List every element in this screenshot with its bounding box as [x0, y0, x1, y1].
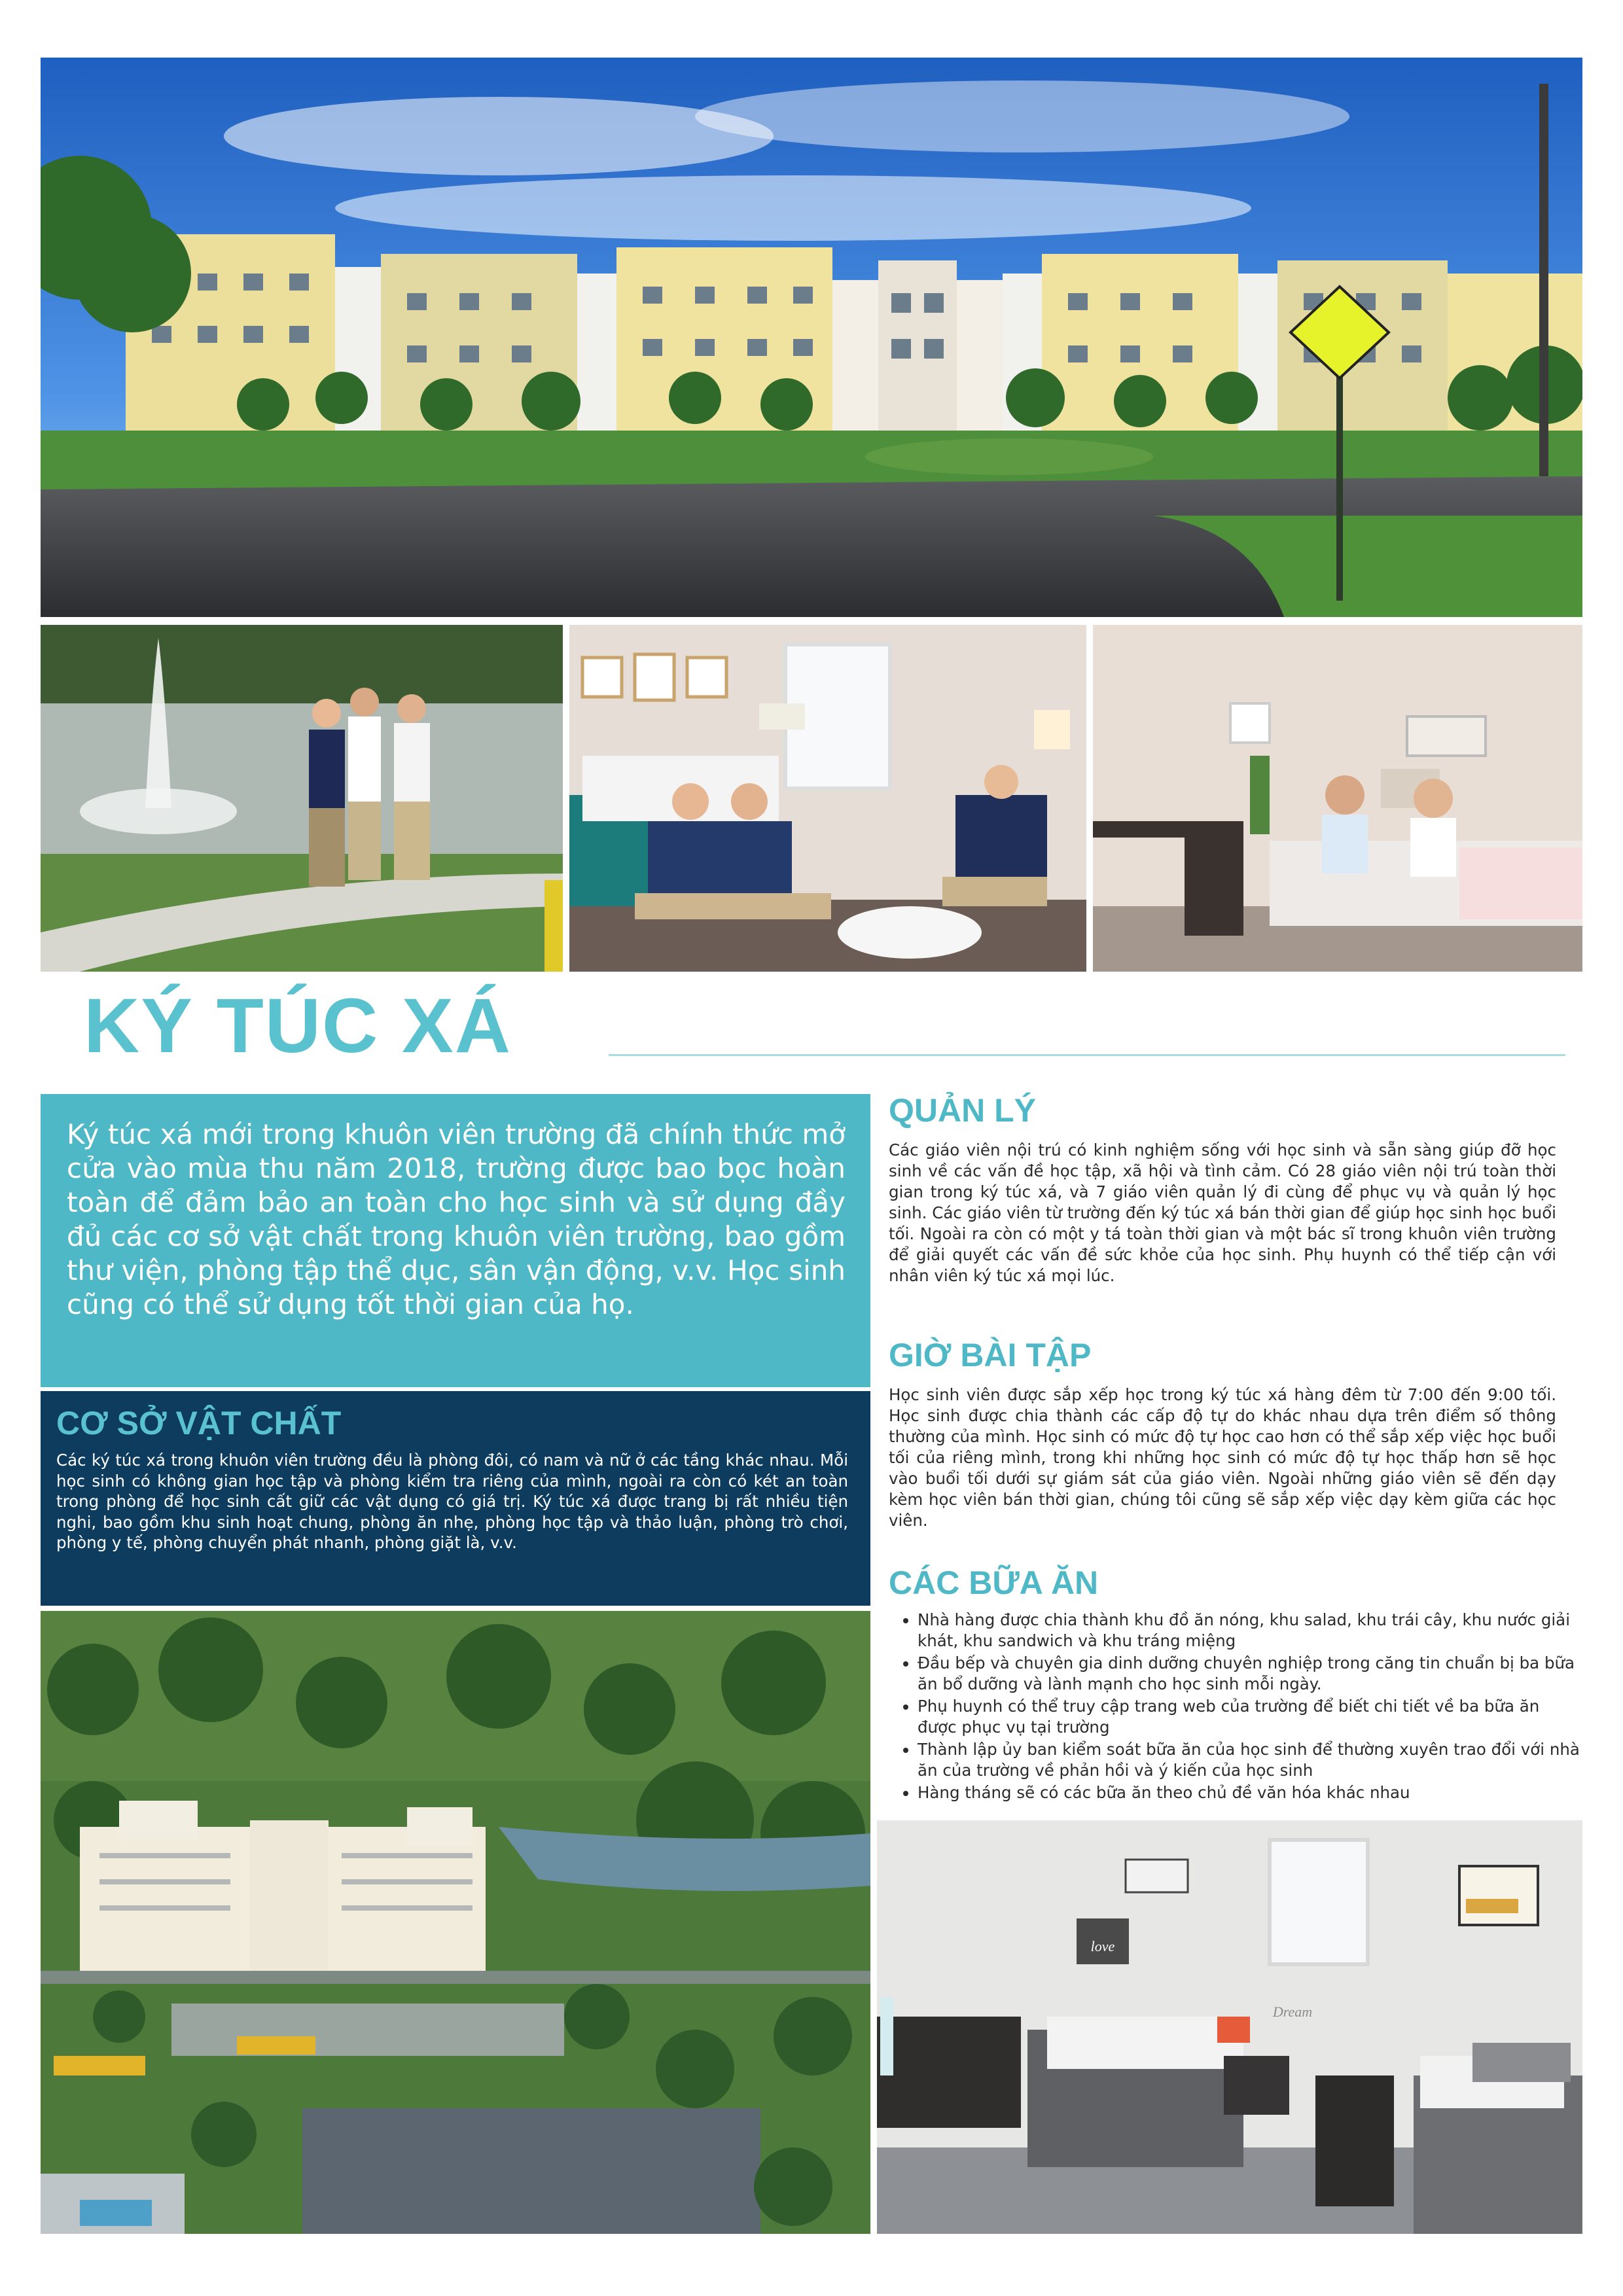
photo-boys-dorm-room — [569, 625, 1086, 972]
title-divider — [609, 1054, 1565, 1056]
page-title: KÝ TÚC XÁ — [84, 983, 512, 1069]
list-item: • Phụ huynh có thể truy cập trang web của trường để biết chi tiết về ba bữa ăn được phục vụ tại trường — [918, 1696, 1582, 1738]
list-item: • Thành lập ủy ban kiểm soát bữa ăn của học sinh để thường xuyên trao đổi với nhà ăn của trường về phản hồi và ý kiến của học sinh — [918, 1739, 1582, 1781]
photo-aerial-campus — [41, 1611, 870, 2234]
meals-list — [890, 1610, 1582, 1805]
facilities-text: Các ký túc xá trong khuôn viên trường đều là phòng đôi, có nam và nữ ở các tầng khác nhau. Mỗi học sinh có không gian học tập và phòng kiểm tra riêng của mình, ngoài ra còn có két an toàn trong phòng để học sinh cất giữ các vật dụng có giá trị. Ký túc xá được trang bị rất nhiều tiện nghi, bao gồm khu sinh hoạt chung, phòng ăn nhẹ, phòng học tập và thảo luận, phòng trò chơi, phòng y tế, phòng chuyển phát nhanh, phòng giặt là, v.v. — [56, 1451, 848, 1552]
intro-text: Ký túc xá mới trong khuôn viên trường đã chính thức mở cửa vào mùa thu năm 2018, trường được bao bọc hoàn toàn để đảm bảo an toàn cho học sinh và sử dụng đầy đủ các cơ sở vật chất trong khuôn viên trường, bao gồm thư viện, phòng tập thể dục, sân vận động, v.v. Học sinh cũng có thể sử dụng tốt thời gian của họ. — [67, 1118, 846, 1320]
list-item: • Đầu bếp và chuyên gia dinh dưỡng chuyên nghiệp trong căng tin chuẩn bị ba bữa ăn bổ dưỡng và lành mạnh cho học sinh mỗi ngày. — [918, 1653, 1582, 1695]
room-sign-text: Dream — [1272, 2004, 1313, 2020]
facilities-heading: CƠ SỞ VẬT CHẤT — [56, 1405, 342, 1441]
photo-empty-dorm-room — [877, 1820, 1582, 2234]
list-item: • Nhà hàng được chia thành khu đồ ăn nóng, khu salad, khu trái cây, khu nước giải khát, khu sandwich và khu tráng miệng — [918, 1610, 1582, 1651]
management-text: Các giáo viên nội trú có kinh nghiệm sống với học sinh và sẵn sàng giúp đỡ học sinh về các vấn đề học tập, xã hội và tình cảm. Có 28 giáo viên nội trú toàn thời gian trong ký túc xá, và 7 giáo viên quản lý đi cùng để phục vụ và quản lý học sinh. Các giáo viên từ trường đến ký túc xá bán thời gian để giúp học sinh học buổi tối. Ngoài ra còn có một y tá toàn thời gian và một bác sĩ trong khuôn viên trường để giải quyết các vấn đề sức khỏe của học sinh. Phụ huynh có thể tiếp cận với nhân viên ký túc xá mọi lúc. — [889, 1140, 1556, 1285]
hero-photo-dormitory-exterior — [41, 58, 1582, 617]
intro-panel — [41, 1094, 870, 1387]
homework-text: Học sinh viên được sắp xếp học trong ký túc xá hàng đêm từ 7:00 đến 9:00 tối. Học sinh được chia thành các cấp độ tự do khác nhau dựa trên điểm số thông thường của mình. Học sinh có mức độ tự học cao hơn có thể sắp xếp việc học buổi tối của riêng mình, trong khi những học sinh có mức độ tự học thấp hơn sẽ học vào buổi tối dưới sự giám sát của giáo viên. Ngoài những giáo viên sẽ đến dạy kèm học viên bán thời gian, chúng tôi cũng sẽ sắp xếp việc dạy kèm giữa các học viên. — [889, 1385, 1556, 1530]
homework-heading: GIỜ BÀI TẬP — [889, 1337, 1092, 1373]
meals-heading: CÁC BỮA ĂN — [889, 1564, 1099, 1601]
management-heading: QUẢN LÝ — [889, 1092, 1036, 1129]
photo-students-fountain — [41, 625, 563, 972]
board-word: love — [1090, 1938, 1115, 1954]
list-item: • Hàng tháng sẽ có các bữa ăn theo chủ đề văn hóa khác nhau — [918, 1782, 1582, 1803]
photo-girls-dorm-room — [1093, 625, 1582, 972]
facilities-panel — [41, 1391, 870, 1606]
